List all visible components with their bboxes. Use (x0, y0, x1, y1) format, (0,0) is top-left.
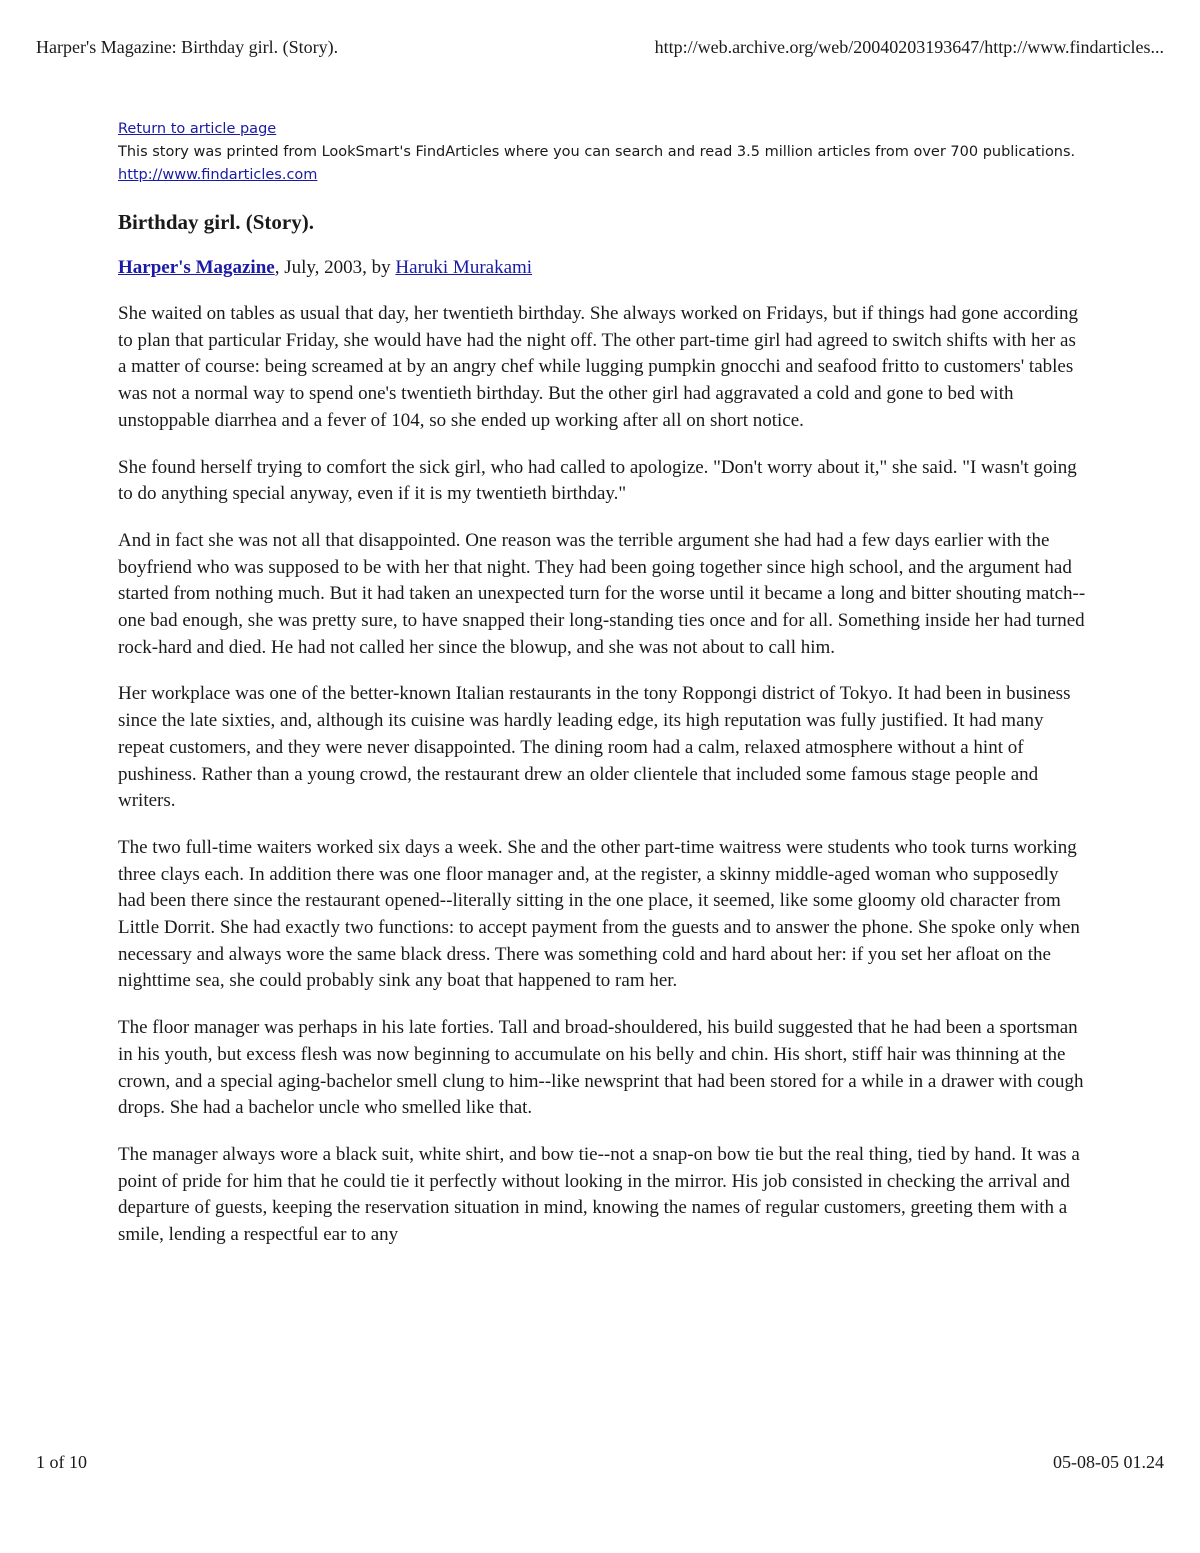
findarticles-link[interactable]: http://www.findarticles.com (118, 167, 318, 183)
print-header (36, 36, 1164, 58)
print-header-title: Harper's Magazine: Birthday girl. (Story). (36, 37, 339, 57)
print-footer (36, 1451, 1164, 1473)
page-number: 1 of 10 (36, 1452, 87, 1472)
article-content (118, 118, 1086, 1249)
print-datetime: 05-08-05 01.24 (1053, 1452, 1164, 1472)
article-title: Birthday girl. (Story). (118, 210, 314, 234)
article-paragraph: She waited on tables as usual that day, her twentieth birthday. She always worked on Fridays, but if things had gone according to plan that particular Friday, she would have had the night off. The other part-time girl had agreed to switch shifts with her as a matter of course: being screamed at by an angry chef while lugging pumpkin gnocchi and seafood fritto to customers' tables was not a normal way to spend one's twentieth birthday. But the other girl had aggravated a cold and gone to bed with unstoppable diarrhea and a fever of 104, so she ended up working after all on short notice. (118, 303, 1078, 431)
article-paragraph: She found herself trying to comfort the sick girl, who had called to apologize. "Don't worry about it," she said. "I wasn't going to do anything special anyway, even if it is my twentieth birthday." (118, 456, 1077, 505)
article-byline (118, 255, 1086, 281)
author-link[interactable]: Haruki Murakami (395, 257, 533, 278)
byline-date: , July, 2003, by (274, 257, 396, 278)
print-notice-text: This story was printed from LookSmart's FindArticles where you can search and read 3.5 million articles from over 700 publications. (118, 144, 1076, 160)
print-notice (118, 118, 1086, 187)
article-paragraph: The manager always wore a black suit, white shirt, and bow tie--not a snap-on bow tie but the real thing, tied by hand. It was a point of pride for him that he could tie it perfectly without looking in the mirror. His job consisted in checking the arrival and departure of guests, keeping the reservation situation in mind, knowing the names of regular customers, greeting them with a smile, lending a respectful ear to any (118, 1143, 1080, 1246)
print-header-url: http://web.archive.org/web/20040203193647/http://www.findarticles... (654, 37, 1164, 57)
article-paragraph: The two full-time waiters worked six days a week. She and the other part-time waitress were students who took turns working three clays each. In addition there was one floor manager and, at the register, a skinny middle-aged woman who supposedly had been there since the restaurant opened--literally sitting in the one place, it seemed, like some gloomy old character from Little Dorrit. She had exactly two functions: to accept payment from the guests and to answer the phone. She spoke only when necessary and always wore the same black dress. There was something cold and hard about her: if you set her afloat on the nighttime sea, she could probably sink any boat that happened to ram her. (118, 836, 1080, 992)
magazine-link[interactable]: Harper's Magazine (118, 257, 275, 278)
article-paragraph: And in fact she was not all that disappointed. One reason was the terrible argument she had had a few days earlier with the boyfriend who was supposed to be with her that night. They had been going together since high school, and the argument had started from nothing much. But it had taken an unexpected turn for the worse until it became a long and bitter shouting match--one bad enough, she was pretty sure, to have snapped their long-standing ties once and for all. Something inside her had turned rock-hard and died. He had not called her since the blowup, and she was not about to call him. (118, 529, 1086, 658)
article-paragraph: Her workplace was one of the better-known Italian restaurants in the tony Roppongi district of Tokyo. It had been in business since the late sixties, and, although its cuisine was hardly leading edge, its high reputation was fully justified. It had many repeat customers, and they were never disappointed. The dining room had a calm, relaxed atmosphere without a hint of pushiness. Rather than a young crowd, the restaurant drew an older clientele that included some famous stage people and writers. (118, 683, 1071, 812)
return-to-article-link[interactable]: Return to article page (118, 121, 277, 137)
article-paragraph: The floor manager was perhaps in his late forties. Tall and broad-shouldered, his build suggested that he had been a sportsman in his youth, but excess flesh was now beginning to accumulate on his belly and chin. His short, stiff hair was thinning at the crown, and a special aging-bachelor smell clung to him--like newsprint that had been stored for a while in a drawer with cough drops. She had a bachelor uncle who smelled like that. (118, 1017, 1084, 1119)
